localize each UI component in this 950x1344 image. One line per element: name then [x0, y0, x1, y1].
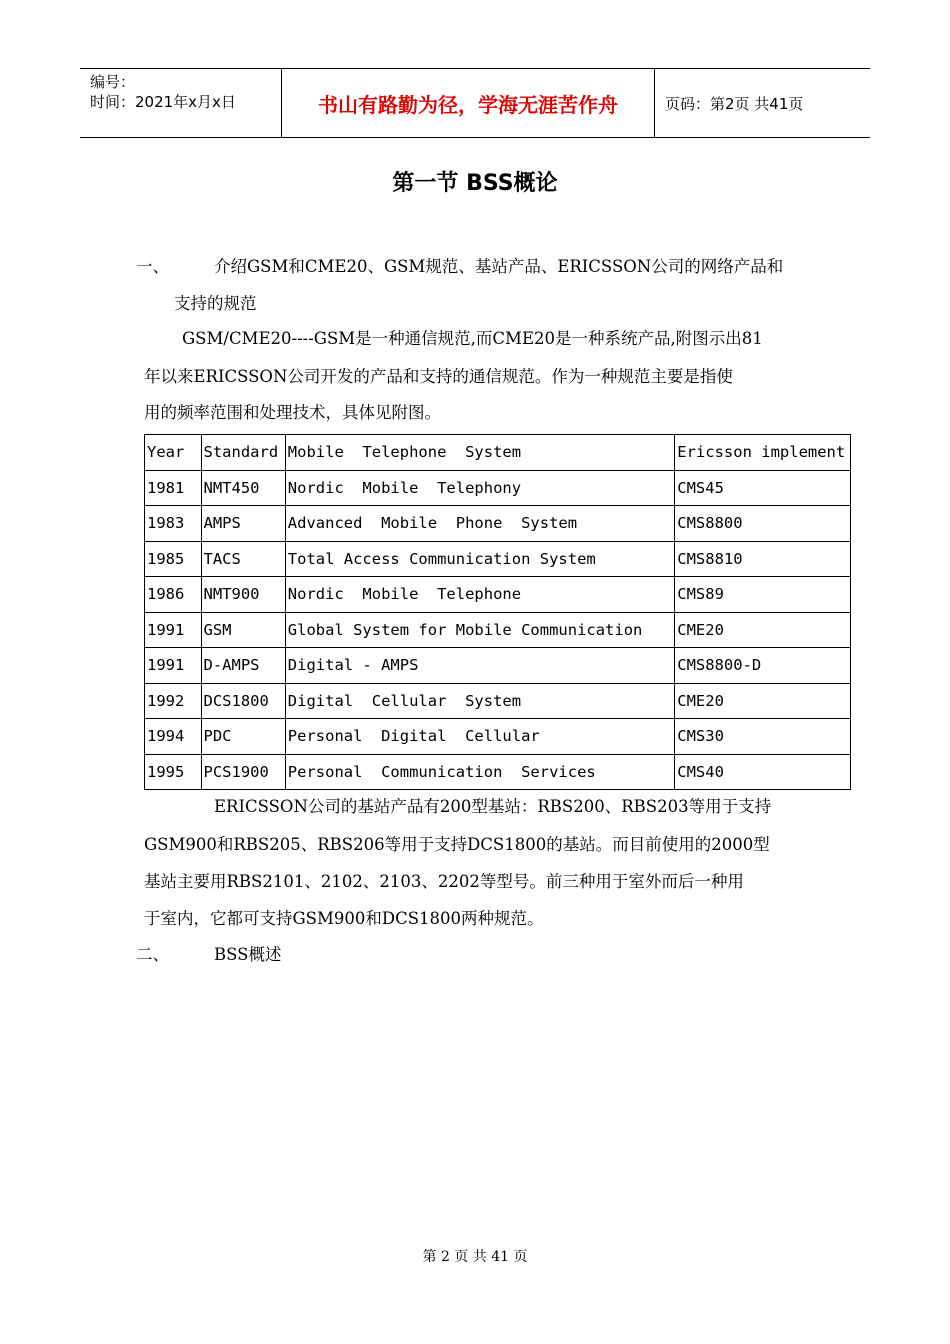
- paragraph-line: GSM/CME20----GSM是一种通信规范,而CME20是一种系统产品,附图示出81: [182, 329, 763, 348]
- table-row: [145, 719, 851, 755]
- paragraph-line: 基站主要用RBS2101、2102、2103、2202等型号。前三种用于室外而后一种用: [144, 872, 744, 891]
- table-cell: Personal Digital Cellular: [285, 719, 674, 755]
- section2-heading-text: BSS概述: [214, 945, 282, 964]
- table-header-cell: Ericsson implement: [675, 435, 851, 471]
- table-cell: CMS89: [675, 577, 851, 613]
- table-cell: Personal Communication Services: [285, 754, 674, 790]
- table-cell: 1983: [145, 506, 202, 542]
- table-cell: CMS8800-D: [675, 648, 851, 684]
- table-cell: D-AMPS: [201, 648, 285, 684]
- table-row: [145, 683, 851, 719]
- table-cell: CME20: [675, 612, 851, 648]
- table-cell: PDC: [201, 719, 285, 755]
- paragraph-line: ERICSSON公司的基站产品有200型基站：RBS200、RBS203等用于支持: [214, 797, 772, 816]
- table-cell: GSM: [201, 612, 285, 648]
- table-cell: AMPS: [201, 506, 285, 542]
- table-cell: 1985: [145, 541, 202, 577]
- table-cell: 1992: [145, 683, 202, 719]
- header-page-info: 页码：第2页 共41页: [665, 94, 804, 113]
- table-cell: CMS8800: [675, 506, 851, 542]
- section2-heading: [136, 944, 281, 966]
- table-row: [145, 470, 851, 506]
- table-cell: 1995: [145, 754, 202, 790]
- table-cell: CMS40: [675, 754, 851, 790]
- table-cell: 1991: [145, 648, 202, 684]
- section-title: 第一节 BSS概论: [392, 171, 558, 196]
- table-cell: Advanced Mobile Phone System: [285, 506, 674, 542]
- table-cell: CMS8810: [675, 541, 851, 577]
- table-header-cell: Year: [145, 435, 202, 471]
- table-row: [145, 648, 851, 684]
- table-cell: 1994: [145, 719, 202, 755]
- paragraph-line: 于室内，它都可支持GSM900和DCS1800两种规范。: [144, 909, 544, 928]
- paragraph-line: 年以来ERICSSON公司开发的产品和支持的通信规范。作为一种规范主要是指使: [144, 367, 733, 386]
- table-cell: CMS45: [675, 470, 851, 506]
- page-footer: 第 2 页 共 41 页: [422, 1249, 528, 1265]
- table-row: [145, 541, 851, 577]
- header-number-label: 编号：: [90, 73, 136, 91]
- table-row: [145, 754, 851, 790]
- table-header-row: [145, 435, 851, 471]
- section1-number: 一、: [136, 257, 169, 276]
- header-motto: 书山有路勤为径，学海无涯苦作舟: [282, 69, 655, 137]
- paragraph-line: 用的频率范围和处理技术，具体见附图。: [144, 403, 441, 422]
- table-cell: DCS1800: [201, 683, 285, 719]
- section2-number: 二、: [136, 945, 169, 964]
- page-header: [80, 68, 870, 138]
- header-time-label: 时间：2021年x月x日: [90, 93, 236, 111]
- table-cell: Nordic Mobile Telephone: [285, 577, 674, 613]
- section1-heading-line2: 支持的规范: [174, 294, 257, 313]
- table-header-cell: Mobile Telephone System: [285, 435, 674, 471]
- table-row: [145, 577, 851, 613]
- table-cell: Global System for Mobile Communication: [285, 612, 674, 648]
- table-cell: Digital - AMPS: [285, 648, 674, 684]
- paragraph-line: GSM900和RBS205、RBS206等用于支持DCS1800的基站。而目前使用的2000型: [144, 835, 770, 854]
- header-meta: [80, 69, 282, 137]
- section1-heading-line1: 介绍GSM和CME20、GSM规范、基站产品、ERICSSON公司的网络产品和: [214, 257, 784, 276]
- table-cell: CME20: [675, 683, 851, 719]
- standards-table: [144, 434, 851, 790]
- table-cell: Nordic Mobile Telephony: [285, 470, 674, 506]
- table-cell: PCS1900: [201, 754, 285, 790]
- table-row: [145, 506, 851, 542]
- table-cell: 1991: [145, 612, 202, 648]
- table-cell: Digital Cellular System: [285, 683, 674, 719]
- table-cell: NMT450: [201, 470, 285, 506]
- section1-heading: [136, 256, 783, 278]
- table-header-cell: Standard: [201, 435, 285, 471]
- table-cell: 1986: [145, 577, 202, 613]
- table-cell: 1981: [145, 470, 202, 506]
- table-cell: TACS: [201, 541, 285, 577]
- table-cell: Total Access Communication System: [285, 541, 674, 577]
- table-row: [145, 612, 851, 648]
- table-cell: NMT900: [201, 577, 285, 613]
- table-cell: CMS30: [675, 719, 851, 755]
